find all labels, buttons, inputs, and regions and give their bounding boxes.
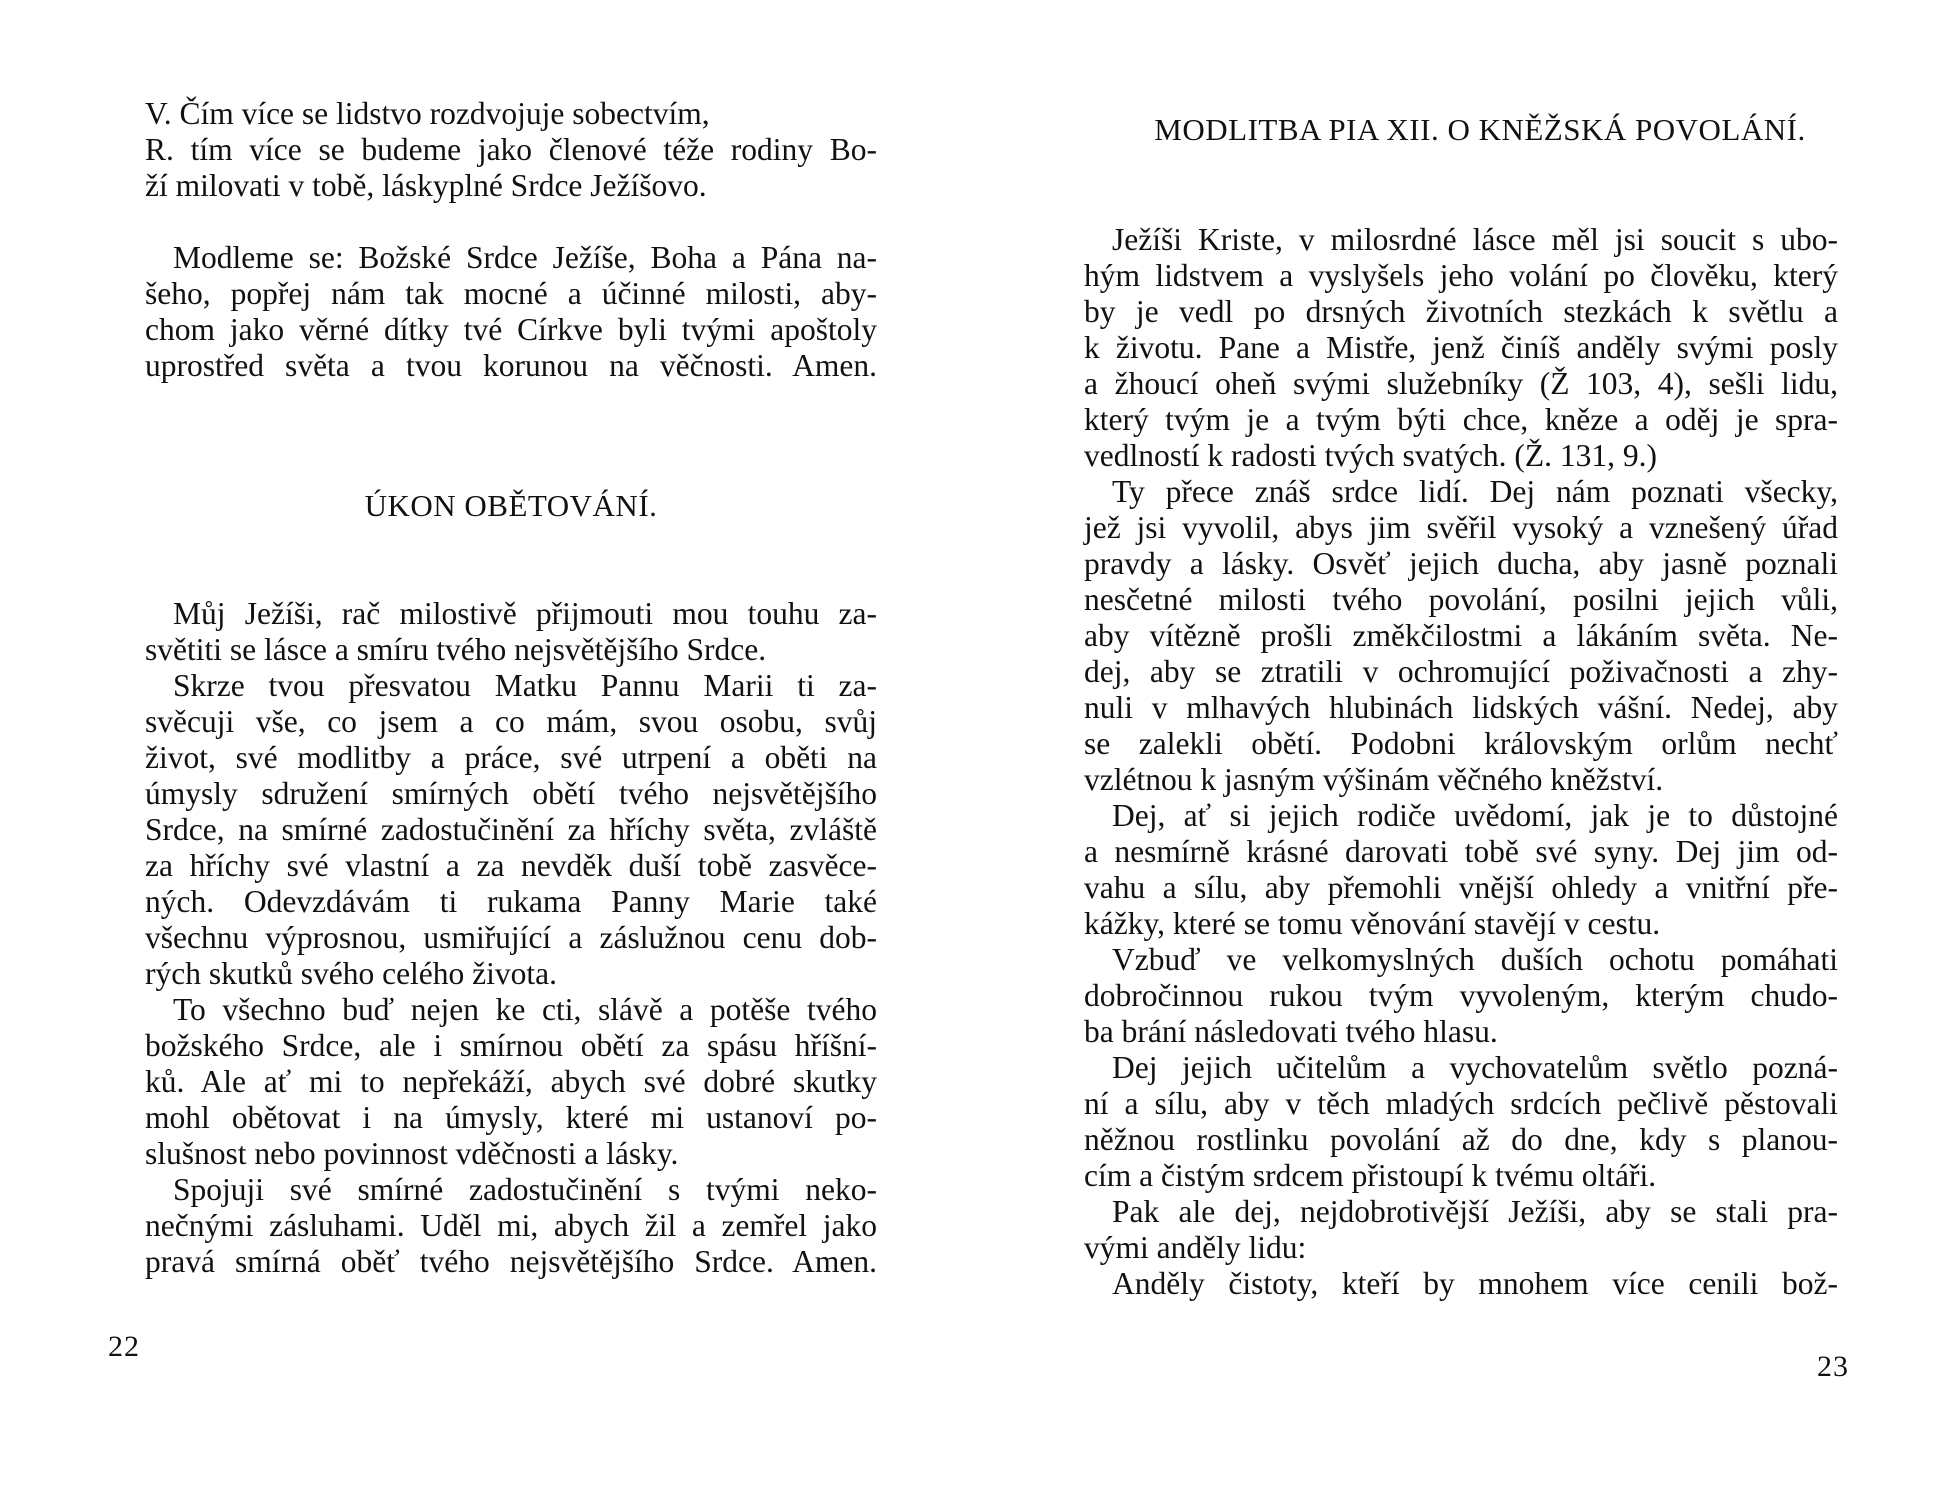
page-number-left: 22 [108,1330,140,1363]
closing-prayer [145,240,877,384]
paragraph-line: Ty přece znáš srdce lidí. Dej nám poznati všecky, [1112,474,1838,509]
versicle-line: R. tím více se budeme jako členové téže rodiny Bo- [145,132,877,167]
paragraph-line: pravá smírná oběť tvého nejsvětějšího Srdce. Amen. [145,1244,877,1279]
paragraph-line: ků. Ale ať mi to nepřekáží, abych své dobré skutky [145,1064,877,1099]
paragraph-line: světiti se lásce a smíru tvého nejsvětějšího Srdce. [145,632,767,667]
paragraph-line: To všechno buď nejen ke cti, slávě a potěše tvého [173,992,877,1027]
paragraph-line: úmysly sdružení smírných obětí tvého nejsvětějšího [145,776,877,811]
versicle-line: ží milovati v tobě, láskyplné Srdce Ježíšovo. [145,168,707,203]
paragraph-line: ba brání následovati tvého hlasu. [1084,1014,1498,1049]
paragraph-line: Skrze tvou přesvatou Matku Pannu Marii ti za- [173,668,877,703]
versicle-line: V. Čím více se lidstvo rozdvojuje sobectvím, [145,96,710,131]
paragraph-line: kážky, které se tomu věnování stavějí v cestu. [1084,906,1661,941]
paragraph-line: za hříchy své vlastní a za nevděk duší tobě zasvěce- [145,848,877,883]
paragraph-line: nuli v mlhavých hlubinách lidských vášní. Nedej, aby [1084,690,1838,725]
paragraph-line: rých skutků svého celého života. [145,956,558,991]
paragraph-line: vahu a sílu, aby přemohli vnější ohledy a vnitřní pře- [1084,870,1838,905]
paragraph-line: nečnými zásluhami. Uděl mi, abych žil a zemřel jako [145,1208,877,1243]
prayer-line: uprostřed světa a tvou korunou na věčnosti. Amen. [145,348,877,383]
paragraph-line: a nesmírně krásné darovati tobě své syny. Dej jim od- [1084,834,1838,869]
paragraph-line: něžnou rostlinku povolání až do dne, kdy s planou- [1084,1122,1838,1157]
paragraph-line: ní a sílu, aby v těch mladých srdcích pečlivě pěstovali [1084,1086,1838,1121]
paragraph-line: život, své modlitby a práce, své utrpení a oběti na [145,740,877,775]
prayer-line: Modleme se: Božské Srdce Ježíše, Boha a Pána na- [173,240,877,275]
paragraph-line: nesčetné milosti tvého povolání, posilni jejich vůli, [1084,582,1838,617]
paragraph-line: cím a čistým srdcem přistoupí k tvému oltáři. [1084,1158,1657,1193]
section-title-ukon-obetovani: ÚKON OBĚTOVÁNÍ. [364,488,658,523]
versicle-block [145,96,877,204]
paragraph-line: Pak ale dej, nejdobrotivější Ježíši, aby se stali pra- [1112,1194,1838,1229]
page-number-right: 23 [1817,1350,1849,1383]
paragraph-line: Spojuji své smírné zadostučinění s tvými neko- [173,1172,877,1207]
paragraph-line: by je vedl po drsných životních stezkách k světlu a [1084,294,1838,329]
prayer-line: chom jako věrné dítky tvé Církve byli tvými apoštoly [145,312,877,347]
paragraph-line: svěcuji vše, co jsem a co mám, svou osobu, svůj [145,704,877,739]
paragraph-line: božského Srdce, ale i smírnou obětí za spásu hříšní- [145,1028,877,1063]
paragraph-line: který tvým je a tvým býti chce, kněze a oděj je spra- [1084,402,1838,437]
paragraph-line: dobročinnou rukou tvým vyvoleným, kterým chudo- [1084,978,1838,1013]
paragraph-line: všechnu výprosnou, usmiřující a záslužnou cenu dob- [145,920,877,955]
paragraph-line: se zalekli obětí. Podobni královským orlům nechť [1084,726,1838,761]
paragraph-line: aby vítězně prošli změkčilostmi a lákáním světa. Ne- [1084,618,1838,653]
paragraph-line: pravdy a lásky. Osvěť jejich ducha, aby jasně poznali [1084,546,1838,581]
paragraph-line: a žhoucí oheň svými služebníky (Ž 103, 4), sešli lidu, [1084,366,1838,401]
right-page [979,0,1958,1500]
paragraph-line: k životu. Pane a Mistře, jenž činíš anděly svými posly [1084,330,1838,365]
paragraph-line: Dej, ať si jejich rodiče uvědomí, jak je to důstojné [1112,798,1838,833]
paragraph-line: Ježíši Kriste, v milosrdné lásce měl jsi soucit s ubo- [1112,222,1838,257]
prayer-line: šeho, popřej nám tak mocné a účinné milosti, aby- [145,276,877,311]
vocations-prayer-text [1084,222,1838,1302]
paragraph-line: Vzbuď ve velkomyslných duších ochotu pomáhati [1112,942,1838,977]
paragraph-line: Anděly čistoty, kteří by mnohem více cenili bož- [1112,1266,1838,1301]
paragraph-line: vzlétnou k jasným výšinám věčného kněžství. [1084,762,1664,797]
paragraph-line: mohl obětovat i na úmysly, které mi ustanoví po- [145,1100,877,1135]
paragraph-line: dej, aby se ztratili v ochromující poživačnosti a zhy- [1084,654,1838,689]
section-title-modlitba-pia-xii: MODLITBA PIA XII. O KNĚŽSKÁ POVOLÁNÍ. [1154,112,1806,147]
paragraph-line: hým lidstvem a vyslyšels jeho volání po člověku, který [1084,258,1838,293]
paragraph-line: slušnost nebo povinnost vděčnosti a lásky. [145,1136,679,1171]
paragraph-line: vými anděly lidu: [1084,1230,1307,1265]
paragraph-line: vedlností k radosti tvých svatých. (Ž. 131, 9.) [1084,438,1658,473]
paragraph-line: Můj Ježíši, rač milostivě přijmouti mou touhu za- [173,596,877,631]
paragraph-line: Dej jejich učitelům a vychovatelům světlo pozná- [1112,1050,1838,1085]
paragraph-line: Srdce, na smírné zadostučinění za hříchy světa, zvláště [145,812,877,847]
offering-text [145,596,877,1280]
paragraph-line: ných. Odevzdávám ti rukama Panny Marie také [145,884,877,919]
paragraph-line: jež jsi vyvolil, abys jim svěřil vysoký a vznešený úřad [1084,510,1838,545]
